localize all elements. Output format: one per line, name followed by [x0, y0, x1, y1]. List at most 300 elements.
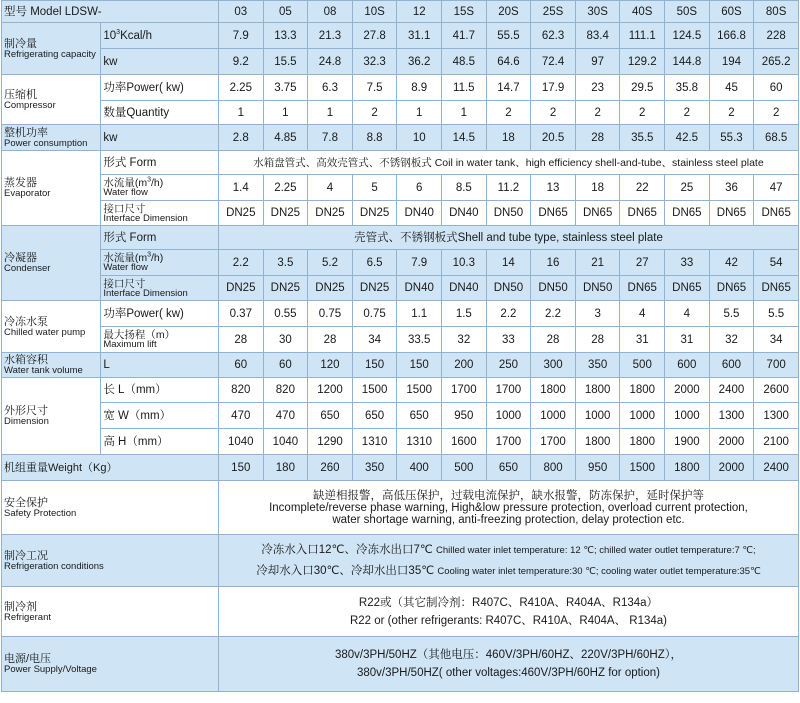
- dim-l-label: 长 L（mm）: [101, 378, 219, 403]
- value-cell: 42.5: [665, 125, 710, 151]
- value-cell: 2: [352, 101, 397, 125]
- dimension-en: Dimension: [4, 416, 49, 427]
- value-cell: 33: [665, 250, 710, 276]
- value-cell: 2: [575, 101, 620, 125]
- value-cell: 1000: [575, 403, 620, 429]
- value-cell: 144.8: [665, 49, 710, 75]
- value-cell: 1: [442, 101, 487, 125]
- evaporator-form-label: 形式 Form: [101, 151, 219, 175]
- tank-cn: 水箱容积: [4, 354, 48, 366]
- value-cell: 97: [575, 49, 620, 75]
- value-cell: 2000: [709, 429, 754, 455]
- pump-power-row: [2, 301, 799, 327]
- value-cell: 2.2: [486, 301, 531, 327]
- power-supply-value: [218, 637, 798, 692]
- refrigerant-cn: 制冷剂: [4, 600, 37, 613]
- lift-cn: 最大扬程（m）: [103, 329, 176, 341]
- value-cell: DN50: [575, 276, 620, 301]
- condenser-form-row: [2, 226, 799, 250]
- condenser-iface-row: [2, 276, 799, 301]
- flow-sup: 3: [147, 176, 152, 184]
- power-supply-label: [2, 637, 219, 692]
- iface-cn: 接口尺寸: [103, 202, 146, 215]
- weight-row: [2, 455, 799, 481]
- condenser-iface-label: [101, 276, 219, 301]
- value-cell: 650: [308, 403, 353, 429]
- cooling-capacity-row-2: [2, 49, 799, 75]
- value-cell: 1700: [531, 429, 576, 455]
- value-cell: DN65: [665, 276, 710, 301]
- value-cell: 13: [531, 175, 576, 201]
- dim-l-row: [2, 378, 799, 403]
- model-cell: 30S: [575, 1, 620, 23]
- value-cell: 17.9: [531, 75, 576, 101]
- condenser-en: Condenser: [4, 263, 51, 274]
- pump-label: [2, 301, 101, 353]
- value-cell: 32: [709, 327, 754, 353]
- value-cell: 1: [263, 101, 308, 125]
- model-label: 型号 Model LDSW-: [2, 1, 219, 23]
- value-cell: DN65: [531, 201, 576, 226]
- value-cell: DN50: [486, 276, 531, 301]
- value-cell: 4: [308, 175, 353, 201]
- value-cell: 129.2: [620, 49, 665, 75]
- value-cell: 28: [575, 327, 620, 353]
- value-cell: 6.3: [308, 75, 353, 101]
- tank-row: [2, 353, 799, 378]
- compressor-cn: 压缩机: [4, 88, 37, 101]
- dim-h-row: [2, 429, 799, 455]
- refrigerant-row: [2, 587, 799, 637]
- value-cell: 1800: [575, 429, 620, 455]
- value-cell: 28: [308, 327, 353, 353]
- value-cell: DN65: [709, 201, 754, 226]
- value-cell: 1: [218, 101, 263, 125]
- conditions-en: Refrigeration conditions: [4, 560, 104, 572]
- value-cell: 48.5: [442, 49, 487, 75]
- value-cell: 470: [218, 403, 263, 429]
- value-cell: 18: [486, 125, 531, 151]
- value-cell: 3: [575, 301, 620, 327]
- value-cell: 2.8: [218, 125, 263, 151]
- value-cell: DN25: [308, 201, 353, 226]
- value-cell: 1310: [352, 429, 397, 455]
- value-cell: 1700: [486, 429, 531, 455]
- value-cell: 2000: [665, 378, 710, 403]
- value-cell: DN40: [397, 201, 442, 226]
- value-cell: 6: [397, 175, 442, 201]
- value-cell: 820: [263, 378, 308, 403]
- value-cell: 124.5: [665, 23, 710, 49]
- value-cell: 800: [531, 455, 576, 481]
- value-cell: 5.2: [308, 250, 353, 276]
- cooling-capacity-label: [2, 23, 101, 75]
- value-cell: 6.5: [352, 250, 397, 276]
- value-cell: 1000: [620, 403, 665, 429]
- value-cell: 400: [397, 455, 442, 481]
- value-cell: 7.9: [397, 250, 442, 276]
- value-cell: 18: [575, 175, 620, 201]
- value-cell: 1290: [308, 429, 353, 455]
- value-cell: 2.2: [218, 250, 263, 276]
- value-cell: 2600: [754, 378, 799, 403]
- pump-lift-row: [2, 327, 799, 353]
- value-cell: 9.2: [218, 49, 263, 75]
- value-cell: 2: [754, 101, 799, 125]
- value-cell: 1: [397, 101, 442, 125]
- value-cell: 28: [531, 327, 576, 353]
- value-cell: DN25: [352, 276, 397, 301]
- value-cell: 7.5: [352, 75, 397, 101]
- tank-label: [2, 353, 101, 378]
- unit-sup: 3: [116, 28, 121, 36]
- value-cell: 150: [352, 353, 397, 378]
- pump-lift-label: [101, 327, 219, 353]
- value-cell: 1: [308, 101, 353, 125]
- value-cell: 14.7: [486, 75, 531, 101]
- value-cell: DN40: [442, 201, 487, 226]
- value-cell: 8.9: [397, 75, 442, 101]
- value-cell: 34: [754, 327, 799, 353]
- value-cell: 1300: [709, 403, 754, 429]
- compressor-qty-label: 数量Quantity: [101, 101, 219, 125]
- value-cell: 228: [754, 23, 799, 49]
- cooling-capacity-en: Refrigerating capacity: [4, 48, 96, 60]
- model-cell: 15S: [442, 1, 487, 23]
- value-cell: DN65: [620, 276, 665, 301]
- iface-en: Interface Dimension: [103, 287, 188, 299]
- evaporator-iface-label: [101, 201, 219, 226]
- value-cell: 14: [486, 250, 531, 276]
- flow-cn: 水流量(m: [103, 252, 148, 264]
- value-cell: 30: [263, 327, 308, 353]
- value-cell: DN65: [620, 201, 665, 226]
- value-cell: 600: [665, 353, 710, 378]
- value-cell: 68.5: [754, 125, 799, 151]
- compressor-qty-row: [2, 101, 799, 125]
- evaporator-form-row: [2, 151, 799, 175]
- model-cell: 50S: [665, 1, 710, 23]
- refrigerant-label: [2, 587, 219, 637]
- flow-sup: 3: [147, 251, 152, 259]
- value-cell: 20.5: [531, 125, 576, 151]
- dimension-cn: 外形尺寸: [4, 405, 48, 417]
- value-cell: 500: [442, 455, 487, 481]
- power-supply-row: [2, 637, 799, 692]
- condenser-flow-row: [2, 250, 799, 276]
- condenser-label: [2, 226, 101, 301]
- value-cell: 13.3: [263, 23, 308, 49]
- value-cell: 16: [531, 250, 576, 276]
- compressor-label: [2, 75, 101, 125]
- value-cell: 41.7: [442, 23, 487, 49]
- value-cell: 2400: [709, 378, 754, 403]
- value-cell: 47: [754, 175, 799, 201]
- value-cell: 300: [531, 353, 576, 378]
- value-cell: 3.75: [263, 75, 308, 101]
- value-cell: 11.2: [486, 175, 531, 201]
- value-cell: 260: [308, 455, 353, 481]
- value-cell: 54: [754, 250, 799, 276]
- iface-cn: 接口尺寸: [103, 277, 146, 290]
- value-cell: DN25: [308, 276, 353, 301]
- pump-cn: 冷冻水泵: [4, 315, 48, 328]
- value-cell: 650: [486, 455, 531, 481]
- power-supply-cn: 电源/电压: [4, 653, 52, 665]
- value-cell: DN65: [709, 276, 754, 301]
- value-cell: 1800: [665, 455, 710, 481]
- value-cell: 1500: [352, 378, 397, 403]
- value-cell: 470: [263, 403, 308, 429]
- value-cell: 2: [709, 101, 754, 125]
- tank-en: Water tank volume: [4, 365, 83, 376]
- value-cell: 21: [575, 250, 620, 276]
- power-consumption-cn: 整机功率: [4, 126, 48, 139]
- value-cell: 60: [218, 353, 263, 378]
- value-cell: 64.6: [486, 49, 531, 75]
- value-cell: 33.5: [397, 327, 442, 353]
- cooling-capacity-unit-kw: kw: [101, 49, 219, 75]
- value-cell: 350: [575, 353, 620, 378]
- model-cell: 12: [397, 1, 442, 23]
- dim-w-row: [2, 403, 799, 429]
- conditions-cn: 制冷工况: [4, 549, 48, 562]
- value-cell: DN65: [575, 201, 620, 226]
- value-cell: 8.5: [442, 175, 487, 201]
- value-cell: 36.2: [397, 49, 442, 75]
- value-cell: 31.1: [397, 23, 442, 49]
- value-cell: 3.5: [263, 250, 308, 276]
- condenser-cn: 冷凝器: [4, 252, 37, 264]
- value-cell: DN25: [263, 276, 308, 301]
- value-cell: 111.1: [620, 23, 665, 49]
- conditions-row: [2, 535, 799, 587]
- value-cell: 600: [709, 353, 754, 378]
- value-cell: 27: [620, 250, 665, 276]
- value-cell: 1.4: [218, 175, 263, 201]
- spec-sheet: [1, 0, 799, 692]
- value-cell: 31: [620, 327, 665, 353]
- model-cell: 20S: [486, 1, 531, 23]
- value-cell: 950: [442, 403, 487, 429]
- condenser-form-value: 壳管式、不锈钢板式Shell and tube type, stainless steel plate: [218, 226, 798, 250]
- evaporator-iface-row: [2, 201, 799, 226]
- flow-cn: 水流量(m: [103, 177, 148, 189]
- value-cell: 0.75: [308, 301, 353, 327]
- value-cell: DN65: [665, 201, 710, 226]
- value-cell: 4: [620, 301, 665, 327]
- value-cell: 24.8: [308, 49, 353, 75]
- value-cell: 1500: [620, 455, 665, 481]
- value-cell: 1040: [218, 429, 263, 455]
- value-cell: 200: [442, 353, 487, 378]
- value-cell: 21.3: [308, 23, 353, 49]
- value-cell: 1000: [531, 403, 576, 429]
- value-cell: 120: [308, 353, 353, 378]
- unit-base: 10: [103, 29, 117, 42]
- value-cell: DN65: [754, 201, 799, 226]
- value-cell: 1800: [575, 378, 620, 403]
- value-cell: 1310: [397, 429, 442, 455]
- cooling-capacity-unit-kcal: [101, 23, 219, 49]
- pump-en: Chilled water pump: [4, 326, 86, 338]
- value-cell: 1900: [665, 429, 710, 455]
- value-cell: 180: [263, 455, 308, 481]
- value-cell: 2.25: [218, 75, 263, 101]
- value-cell: 23: [575, 75, 620, 101]
- refrigerant-line-2: R22 or (other refrigerants: R407C、R410A、R404A、 R134a): [349, 614, 667, 627]
- value-cell: 650: [397, 403, 442, 429]
- value-cell: 1040: [263, 429, 308, 455]
- value-cell: 2400: [754, 455, 799, 481]
- value-cell: 650: [352, 403, 397, 429]
- power-consumption-unit: kw: [101, 125, 219, 151]
- dimension-label: [2, 378, 101, 455]
- iface-en: Interface Dimension: [103, 212, 188, 224]
- value-cell: 25: [665, 175, 710, 201]
- cooling-capacity-row-1: [2, 23, 799, 49]
- value-cell: 8.8: [352, 125, 397, 151]
- value-cell: 1500: [397, 378, 442, 403]
- value-cell: 194: [709, 49, 754, 75]
- evaporator-form-value: 水箱盘管式、高效壳管式、不锈钢板式 Coil in water tank、high efficiency shell-and-tube、stainless steel plate: [218, 151, 798, 175]
- value-cell: 36: [709, 175, 754, 201]
- model-cell: 10S: [352, 1, 397, 23]
- value-cell: 22: [620, 175, 665, 201]
- value-cell: 1800: [531, 378, 576, 403]
- evaporator-flow-label: [101, 175, 219, 201]
- evaporator-en: Evaporator: [4, 188, 51, 199]
- tank-unit: L: [101, 353, 219, 378]
- pump-power-label: 功率Power( kw): [101, 301, 219, 327]
- value-cell: DN25: [263, 201, 308, 226]
- conditions-value: [218, 535, 798, 587]
- value-cell: 1300: [754, 403, 799, 429]
- value-cell: 250: [486, 353, 531, 378]
- value-cell: DN25: [218, 276, 263, 301]
- conditions-label: [2, 535, 219, 587]
- value-cell: 60: [754, 75, 799, 101]
- power-consumption-row: [2, 125, 799, 151]
- value-cell: 1000: [486, 403, 531, 429]
- value-cell: 0.75: [352, 301, 397, 327]
- weight-label: 机组重量Weight（Kg）: [2, 455, 219, 481]
- value-cell: 35.5: [620, 125, 665, 151]
- model-cell: 40S: [620, 1, 665, 23]
- value-cell: 950: [575, 455, 620, 481]
- value-cell: 500: [620, 353, 665, 378]
- value-cell: 72.4: [531, 49, 576, 75]
- value-cell: 820: [218, 378, 263, 403]
- value-cell: 166.8: [709, 23, 754, 49]
- refrigerant-value: [218, 587, 798, 637]
- value-cell: 83.4: [575, 23, 620, 49]
- safety-value: [218, 481, 798, 535]
- compressor-en: Compressor: [4, 99, 56, 111]
- model-cell: 08: [308, 1, 353, 23]
- condenser-form-label: 形式 Form: [101, 226, 219, 250]
- flow-cn-end: /h): [151, 177, 164, 189]
- compressor-power-label: 功率Power( kw): [101, 75, 219, 101]
- value-cell: 7.8: [308, 125, 353, 151]
- value-cell: 55.3: [709, 125, 754, 151]
- value-cell: 1.5: [442, 301, 487, 327]
- conditions-line-1-en: Chilled water inlet temperature: 12 ℃; chilled water outlet temperature:7 ℃;: [436, 544, 756, 556]
- value-cell: DN40: [397, 276, 442, 301]
- value-cell: 1.1: [397, 301, 442, 327]
- safety-cn: 安全保护: [4, 496, 48, 509]
- safety-label: [2, 481, 219, 535]
- evaporator-flow-row: [2, 175, 799, 201]
- value-cell: 42: [709, 250, 754, 276]
- value-cell: 2.25: [263, 175, 308, 201]
- power-supply-en: Power Supply/Voltage: [4, 664, 97, 675]
- dim-w-label: 宽 W（mm）: [101, 403, 219, 429]
- value-cell: 60: [263, 353, 308, 378]
- value-cell: 1700: [442, 378, 487, 403]
- power-consumption-label: [2, 125, 101, 151]
- value-cell: 5.5: [709, 301, 754, 327]
- value-cell: 700: [754, 353, 799, 378]
- value-cell: 62.3: [531, 23, 576, 49]
- value-cell: 1000: [665, 403, 710, 429]
- value-cell: 55.5: [486, 23, 531, 49]
- power-consumption-en: Power consumption: [4, 137, 88, 149]
- evaporator-label: [2, 151, 101, 226]
- value-cell: 1700: [486, 378, 531, 403]
- model-cell: 60S: [709, 1, 754, 23]
- value-cell: 2000: [709, 455, 754, 481]
- conditions-line-2-cn: 冷却水入口30℃、冷却水出口35℃: [256, 564, 435, 577]
- value-cell: 2.2: [531, 301, 576, 327]
- value-cell: 1200: [308, 378, 353, 403]
- dim-h-label: 高 H（mm）: [101, 429, 219, 455]
- value-cell: 0.55: [263, 301, 308, 327]
- model-cell: 03: [218, 1, 263, 23]
- value-cell: 10.3: [442, 250, 487, 276]
- value-cell: 2: [486, 101, 531, 125]
- value-cell: 28: [575, 125, 620, 151]
- value-cell: 0.37: [218, 301, 263, 327]
- value-cell: 2: [620, 101, 665, 125]
- value-cell: 28: [218, 327, 263, 353]
- value-cell: 32.3: [352, 49, 397, 75]
- value-cell: 150: [218, 455, 263, 481]
- value-cell: 4: [665, 301, 710, 327]
- value-cell: 32: [442, 327, 487, 353]
- safety-line-1: 缺逆相报警，高低压保护，过载电流保护，缺水报警，防冻保护，延时保护等: [312, 489, 704, 502]
- flow-en: Water flow: [103, 262, 148, 273]
- evaporator-cn: 蒸发器: [4, 177, 37, 189]
- value-cell: 350: [352, 455, 397, 481]
- model-cell: 25S: [531, 1, 576, 23]
- value-cell: 2: [665, 101, 710, 125]
- value-cell: 14.5: [442, 125, 487, 151]
- condenser-flow-label: [101, 250, 219, 276]
- model-cell: 05: [263, 1, 308, 23]
- flow-cn-end: /h): [151, 252, 164, 264]
- value-cell: 45: [709, 75, 754, 101]
- compressor-power-row: [2, 75, 799, 101]
- value-cell: DN50: [486, 201, 531, 226]
- value-cell: DN40: [442, 276, 487, 301]
- value-cell: 4.85: [263, 125, 308, 151]
- conditions-line-1-cn: 冷冻水入口12℃、冷冻水出口7℃: [261, 543, 433, 556]
- value-cell: 11.5: [442, 75, 487, 101]
- safety-en: Safety Protection: [4, 507, 77, 519]
- unit-rest: Kcal/h: [120, 29, 153, 42]
- value-cell: 29.5: [620, 75, 665, 101]
